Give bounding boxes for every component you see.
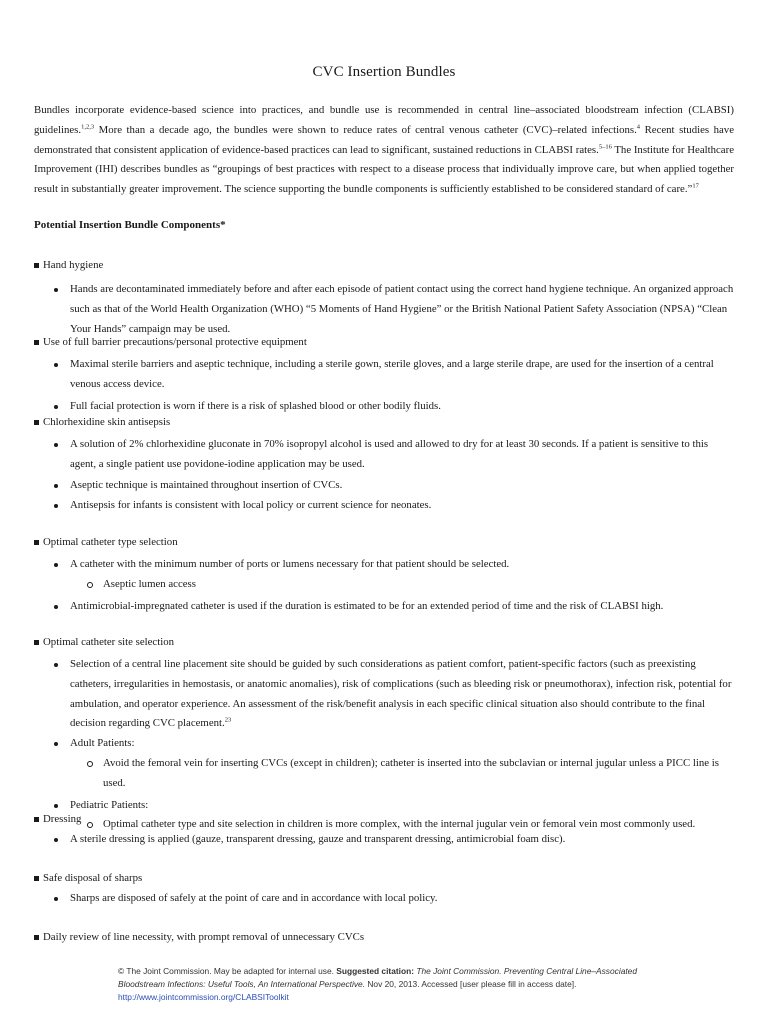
section-catheter-type [34,533,734,616]
section-heading [34,633,734,651]
section-heading [34,810,734,831]
bullet-icon [54,838,58,842]
list-item-text: A solution of 2% chlorhexidine gluconate in 70% isopropyl alcohol is used and allowed to dry for at least 30 seconds. If a patient is sensitive to this agent, a single patient use povidone-iodine application may be used. [70,438,709,470]
bullet-icon [54,443,58,447]
intro-paragraph [34,101,734,200]
section-dressing [34,810,734,850]
bullet-icon [54,484,58,488]
list-item-text: Antisepsis for infants is consistent with local policy or current science for neonates. [70,499,432,512]
bullet-icon [54,663,58,667]
footer-citation [118,965,658,1004]
intro-ref-4: 17 [692,182,699,190]
list-item-text: Aseptic technique is maintained throughout insertion of CVCs. [70,478,343,491]
section-daily-review [34,928,734,946]
square-bullet-icon [34,935,39,940]
hollow-bullet-icon [87,582,93,588]
hollow-bullet-icon [87,761,93,767]
list-item-text: Antimicrobial-impregnated catheter is used if the duration is estimated to be for an extended period of time and the risk of CLABSI high. [70,599,664,612]
bullet-icon [54,742,58,746]
page-title: CVC Insertion Bundles [312,64,456,80]
footer-citation-tail: Nov 20, 2013. Accessed [user please fill in access date]. [367,979,577,989]
list-item-text: Pediatric Patients: [70,798,149,811]
bullet-icon [54,363,58,367]
square-bullet-icon [34,540,39,545]
footer-copyright: © The Joint Commission. May be adapted for internal use. [118,966,334,976]
list-item-text: Maximal sterile barriers and aseptic technique, including a sterile gown, sterile gloves, and a large sterile drape, are used for the insertion of a central venous access device. [70,358,714,390]
list-item [34,355,734,395]
section-heading-text: Hand hygiene [43,259,104,271]
sub-list-item-text: Avoid the femoral vein for inserting CVCs (except in children); catheter is inserted into the subclavian or internal jugular unless a PICC line is used. [103,756,719,789]
bullet-icon [54,288,58,292]
bullet-icon [54,897,58,901]
sub-list-item [34,754,734,794]
section-heading [34,533,734,551]
bullet-icon [54,563,58,567]
list-item [34,734,734,754]
list-item [34,496,734,516]
list-item-text: A catheter with the minimum number of ports or lumens necessary for that patient should be selected. [70,558,510,570]
list-item-ref: 23 [224,716,232,724]
bullet-icon [54,605,58,609]
list-item [34,889,734,909]
sub-list-item-text: Aseptic lumen access [103,577,196,590]
list-item [34,655,734,734]
list-item-text-body: Selection of a central line placement site should be guided by such considerations as patient comfort, patient-specific factors (such as preexisting catheters, irregularities in hemostasis, or anatomic anomalies), risk of complications (such as bleeding risk or pneumothorax), infection risk, potential for ambulation, and operator experience. An assessment of the risk/benefit analysis in each specific clinical situation also should contribute to the final decision regarding CVC placement. [70,658,732,730]
section-heading-text: Optimal catheter site selection [43,636,175,648]
list-item [34,280,734,339]
section-heading [34,256,734,274]
section-subheading: Potential Insertion Bundle Components* [34,219,226,231]
section-sharps [34,869,734,909]
intro-ref-1: 1,2,3 [81,123,95,131]
section-chlorhexidine [34,413,734,516]
intro-ref-3: 5–16 [598,143,612,150]
list-item-text: A sterile dressing is applied (gauze, transparent dressing, gauze and transparent dressing, antimicrobial foam disc). [70,833,566,845]
bullet-icon [54,804,58,808]
sub-list-item [34,575,734,595]
list-item-text: Full facial protection is worn if there is a risk of splashed blood or other bodily fluids. [70,399,441,412]
square-bullet-icon [34,420,39,425]
footer-link[interactable]: http://www.jointcommission.org/CLABSIToolkit [118,992,289,1002]
footer-citation-text: The Joint Commission. Preventing Central Line–Associated Bloodstream Infections: Useful Tools, An International Perspective. [118,966,637,989]
sub-list-item-text: Optimal catheter type and site selection in children is more complex, with the internal jugular vein or femoral vein most commonly used. [103,818,696,831]
list-item [34,435,734,475]
square-bullet-icon [34,640,39,645]
intro-text-3: Recent studies have demonstrated that consistent application of evidence-based practices can lead to significant, sustained reductions in CLABSI rates. [34,123,735,156]
intro-text-1: Bundles incorporate evidence-based science into practices, and bundle use is recommended in central line–associated bloodstream infection (CLABSI) guidelines. [34,104,734,136]
section-heading [34,869,734,887]
square-bullet-icon [34,817,39,822]
section-catheter-site [34,633,734,835]
bullet-icon [54,504,58,508]
square-bullet-icon [34,263,39,268]
section-heading-text: Optimal catheter type selection [43,536,178,548]
section-heading [34,333,734,351]
footer-citation-label: Suggested citation: [336,966,415,976]
intro-text-4: The Institute for Healthcare Improvement (IHI) describes bundles as “groupings of best practices with respect to a disease process that individually improve care, but when applied together result in substantially greater improvement. The science supporting the bundle components is sufficiently established to be considered standard of care.” [34,143,734,196]
section-heading-text: Daily review of line necessity, with prompt removal of unnecessary CVCs [43,931,365,943]
section-heading-text: Safe disposal of sharps [43,872,143,884]
intro-ref-2: 4 [636,123,641,131]
section-heading-text: Dressing [43,813,82,825]
section-heading [34,928,734,946]
section-barrier-precautions [34,333,734,416]
intro-text-2: More than a decade ago, the bundles were shown to reduce rates of central venous catheter (CVC)–related infections. [94,123,637,136]
section-hand-hygiene [34,256,734,339]
section-heading [34,413,734,431]
list-item [34,555,734,575]
list-item-text [70,658,731,729]
section-heading-text: Use of full barrier precautions/personal protective equipment [43,336,307,348]
square-bullet-icon [34,340,39,345]
list-item-text: Sharps are disposed of safely at the point of care and in accordance with local policy. [70,892,438,904]
list-item [34,597,734,617]
list-item [34,830,734,850]
list-item [34,476,734,496]
list-item-text: Adult Patients: [70,737,135,750]
square-bullet-icon [34,876,39,881]
bullet-icon [54,405,58,409]
list-item-text: Hands are decontaminated immediately before and after each episode of patient contact using the correct hand hygiene technique. An organized approach such as that of the World Health Organization (WHO) “5 Moments of Hand Hygiene” or the British National Patient Safety Association (NPSA) “Clean Your Hands” campaign may be used. [70,283,734,335]
section-heading-text: Chlorhexidine skin antisepsis [43,416,171,428]
